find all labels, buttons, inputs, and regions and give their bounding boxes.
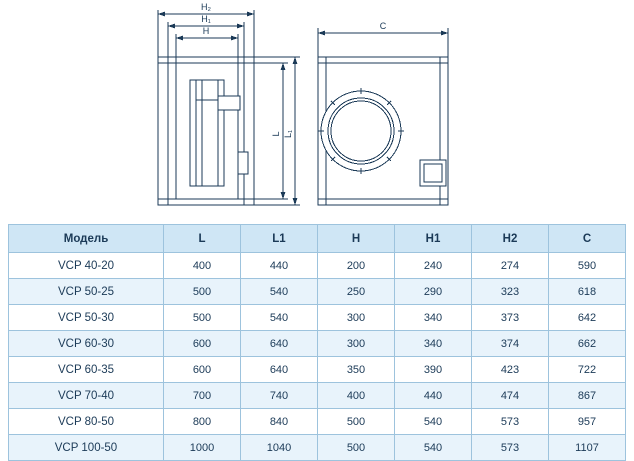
left-view-right-flange	[244, 57, 254, 205]
table-header-l: L	[164, 225, 241, 253]
table-header-model: Модель	[9, 225, 164, 253]
cell-l: 500	[164, 305, 241, 331]
label-h: H	[202, 26, 210, 36]
drawing-svg	[0, 0, 634, 218]
cell-h: 300	[318, 331, 395, 357]
cell-c: 1107	[549, 435, 626, 461]
cell-h1: 390	[395, 357, 472, 383]
cell-l1: 540	[241, 279, 318, 305]
specifications-table	[8, 224, 626, 461]
table-row	[9, 383, 626, 409]
table-header-h: H	[318, 225, 395, 253]
cell-h1: 240	[395, 253, 472, 279]
cell-c: 642	[549, 305, 626, 331]
cell-model: VCP 70-40	[9, 383, 164, 409]
cell-h1: 340	[395, 331, 472, 357]
table-header-c: C	[549, 225, 626, 253]
specifications-table-wrapper	[8, 224, 626, 461]
cell-l1: 640	[241, 357, 318, 383]
cell-h: 300	[318, 305, 395, 331]
cell-h1: 290	[395, 279, 472, 305]
cell-model: VCP 80-50	[9, 409, 164, 435]
cell-l1: 840	[241, 409, 318, 435]
cell-l: 600	[164, 357, 241, 383]
cell-model: VCP 50-30	[9, 305, 164, 331]
cell-l: 500	[164, 279, 241, 305]
table-header-h2: H2	[472, 225, 549, 253]
cell-h: 250	[318, 279, 395, 305]
technical-drawing	[0, 0, 634, 218]
cell-h2: 323	[472, 279, 549, 305]
cell-h2: 573	[472, 435, 549, 461]
cell-l1: 540	[241, 305, 318, 331]
table-row	[9, 253, 626, 279]
cell-model: VCP 40-20	[9, 253, 164, 279]
table-row	[9, 435, 626, 461]
cell-h: 350	[318, 357, 395, 383]
cell-h1: 540	[395, 435, 472, 461]
cell-c: 867	[549, 383, 626, 409]
cell-c: 590	[549, 253, 626, 279]
cell-c: 957	[549, 409, 626, 435]
table-row	[9, 409, 626, 435]
cell-h2: 423	[472, 357, 549, 383]
cell-l: 600	[164, 331, 241, 357]
cell-h2: 374	[472, 331, 549, 357]
cell-l1: 640	[241, 331, 318, 357]
cell-model: VCP 50-25	[9, 279, 164, 305]
label-l: L	[271, 131, 281, 137]
table-header-row	[9, 225, 626, 253]
cell-h: 400	[318, 383, 395, 409]
cell-l1: 1040	[241, 435, 318, 461]
cell-model: VCP 60-35	[9, 357, 164, 383]
label-c: C	[379, 21, 387, 31]
cell-l: 800	[164, 409, 241, 435]
cell-c: 662	[549, 331, 626, 357]
cell-h2: 373	[472, 305, 549, 331]
cell-c: 618	[549, 279, 626, 305]
left-view-left-flange	[158, 57, 168, 205]
cell-c: 722	[549, 357, 626, 383]
cell-h: 200	[318, 253, 395, 279]
cell-model: VCP 60-30	[9, 331, 164, 357]
cell-h: 500	[318, 409, 395, 435]
label-h2: H₂	[201, 2, 211, 12]
label-h1: H₁	[201, 14, 211, 24]
cell-l: 400	[164, 253, 241, 279]
label-l1: L₁	[283, 129, 293, 139]
cell-h2: 474	[472, 383, 549, 409]
cell-h2: 573	[472, 409, 549, 435]
table-row	[9, 305, 626, 331]
left-view-terminal-box	[238, 152, 248, 174]
table-row	[9, 279, 626, 305]
table-header-l1: L1	[241, 225, 318, 253]
cell-l1: 440	[241, 253, 318, 279]
table-row	[9, 357, 626, 383]
cell-h1: 340	[395, 305, 472, 331]
cell-l1: 740	[241, 383, 318, 409]
cell-model: VCP 100-50	[9, 435, 164, 461]
cell-h1: 540	[395, 409, 472, 435]
right-view-terminal-box	[420, 160, 446, 186]
cell-h: 500	[318, 435, 395, 461]
table-row	[9, 331, 626, 357]
cell-h1: 440	[395, 383, 472, 409]
cell-h2: 274	[472, 253, 549, 279]
cell-l: 700	[164, 383, 241, 409]
cell-l: 1000	[164, 435, 241, 461]
right-view-extension-lines	[318, 28, 448, 57]
table-header-h1: H1	[395, 225, 472, 253]
